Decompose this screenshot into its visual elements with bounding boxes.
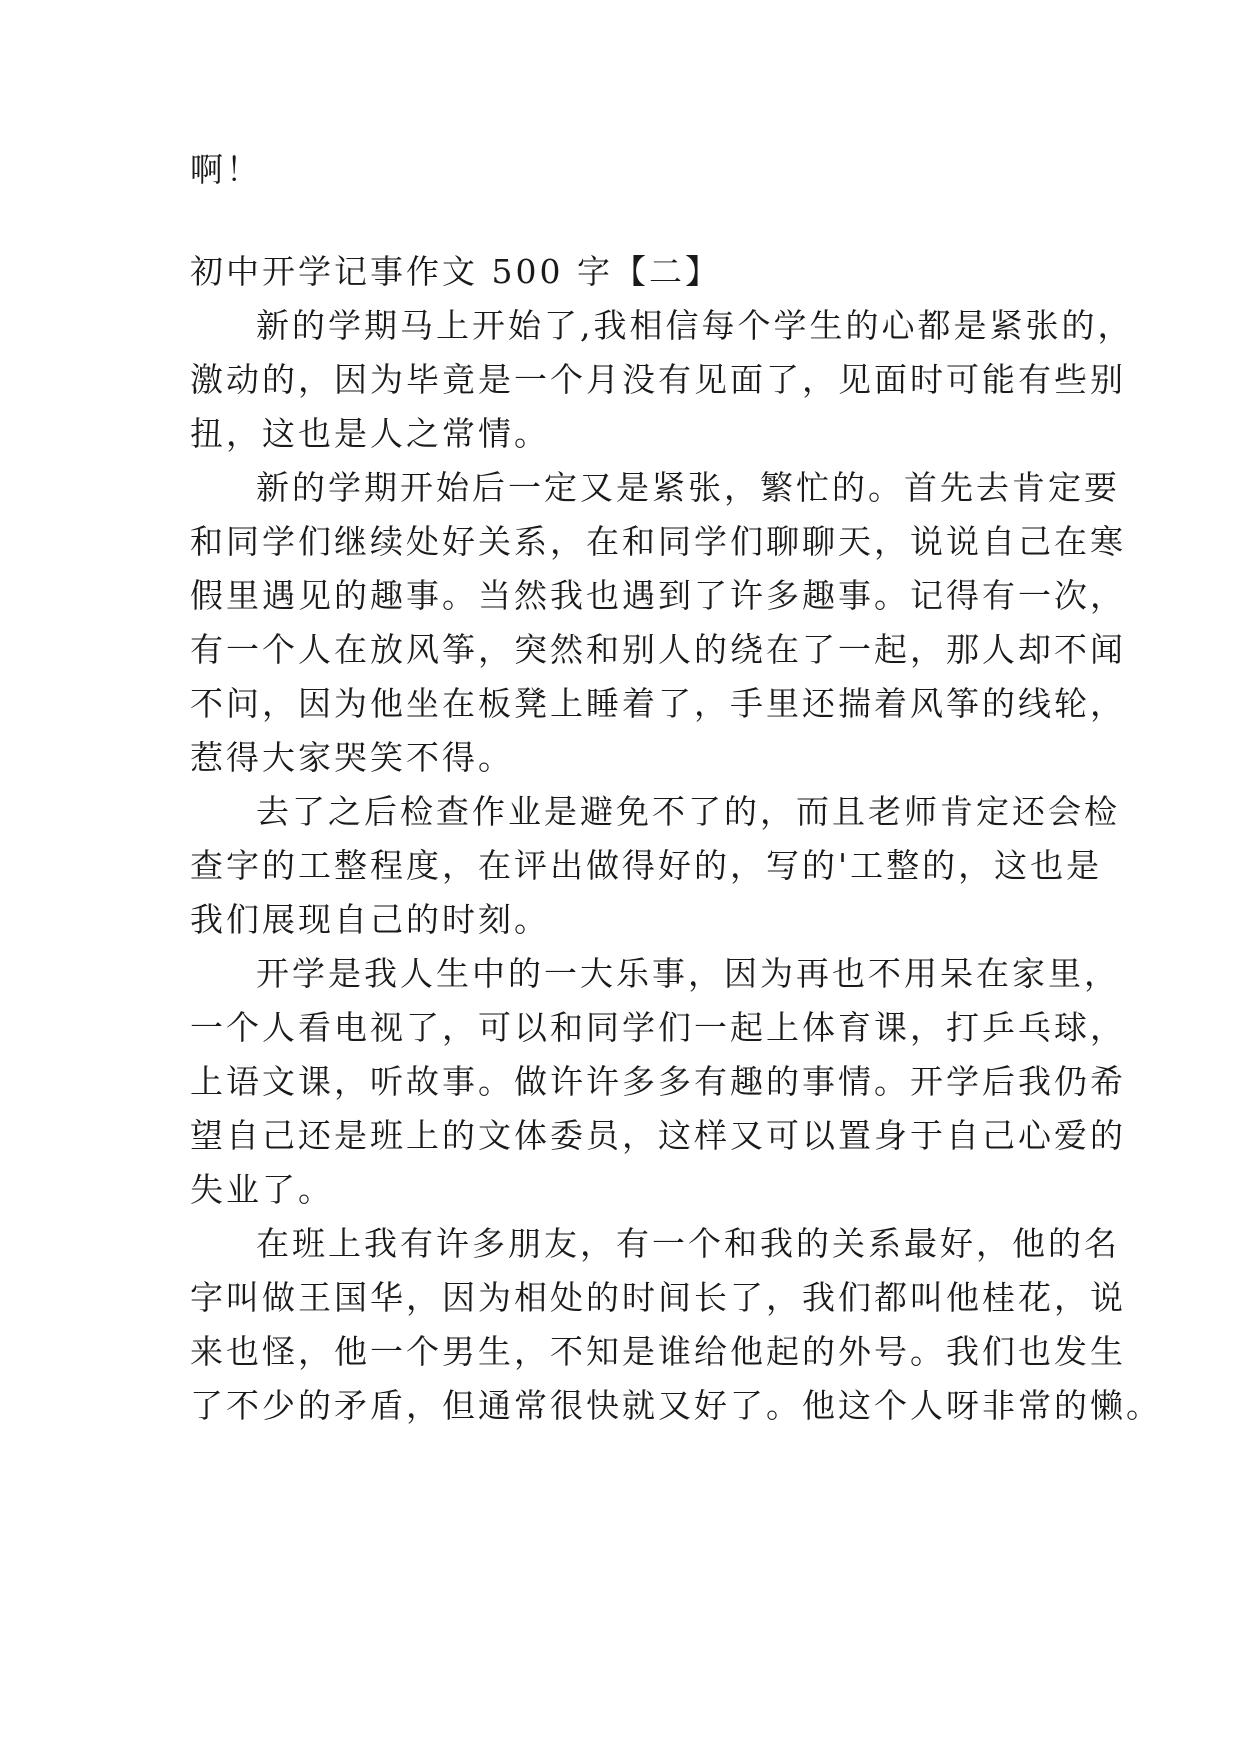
text-line: 去了之后检查作业是避免不了的，而且老师肯定还会检	[256, 792, 1120, 831]
section-heading: 初中开学记事作文 500 字【二】	[190, 252, 721, 291]
text-line: 来也怪，他一个男生，不知是谁给他起的外号。我们也发生	[190, 1332, 1126, 1371]
text-line: 一个人看电视了，可以和同学们一起上体育课，打乒乓球，	[190, 1008, 1126, 1047]
text-line: 不问，因为他坐在板凳上睡着了，手里还揣着风筝的线轮，	[190, 684, 1126, 723]
text-line: 了不少的矛盾，但通常很快就又好了。他这个人呀非常的懒。	[190, 1386, 1162, 1425]
text-line: 和同学们继续处好关系，在和同学们聊聊天，说说自己在寒	[190, 522, 1126, 561]
text-line: 惹得大家哭笑不得。	[190, 738, 514, 777]
text-line: 扭，这也是人之常情。	[190, 414, 550, 453]
text-line: 假里遇见的趣事。当然我也遇到了许多趣事。记得有一次，	[190, 576, 1126, 615]
text-line: 上语文课，听故事。做许许多多有趣的事情。开学后我仍希	[190, 1062, 1126, 1101]
text-line: 啊！	[190, 150, 262, 189]
text-line: 激动的，因为毕竟是一个月没有见面了，见面时可能有些别	[190, 360, 1126, 399]
text-line: 开学是我人生中的一大乐事，因为再也不用呆在家里，	[256, 954, 1120, 993]
text-line: 失业了。	[190, 1170, 334, 1209]
text-line: 在班上我有许多朋友，有一个和我的关系最好，他的名	[256, 1224, 1120, 1263]
text-line: 查字的工整程度，在评出做得好的，写的'工整的，这也是	[190, 846, 1103, 885]
text-line: 新的学期开始后一定又是紧张，繁忙的。首先去肯定要	[256, 468, 1120, 507]
text-line: 我们展现自己的时刻。	[190, 900, 550, 939]
text-line: 字叫做王国华，因为相处的时间长了，我们都叫他桂花，说	[190, 1278, 1126, 1317]
text-line: 望自己还是班上的文体委员，这样又可以置身于自己心爱的	[190, 1116, 1126, 1155]
text-line: 有一个人在放风筝，突然和别人的绕在了一起，那人却不闻	[190, 630, 1126, 669]
text-line: 新的学期马上开始了,我相信每个学生的心都是紧张的，	[256, 306, 1134, 345]
